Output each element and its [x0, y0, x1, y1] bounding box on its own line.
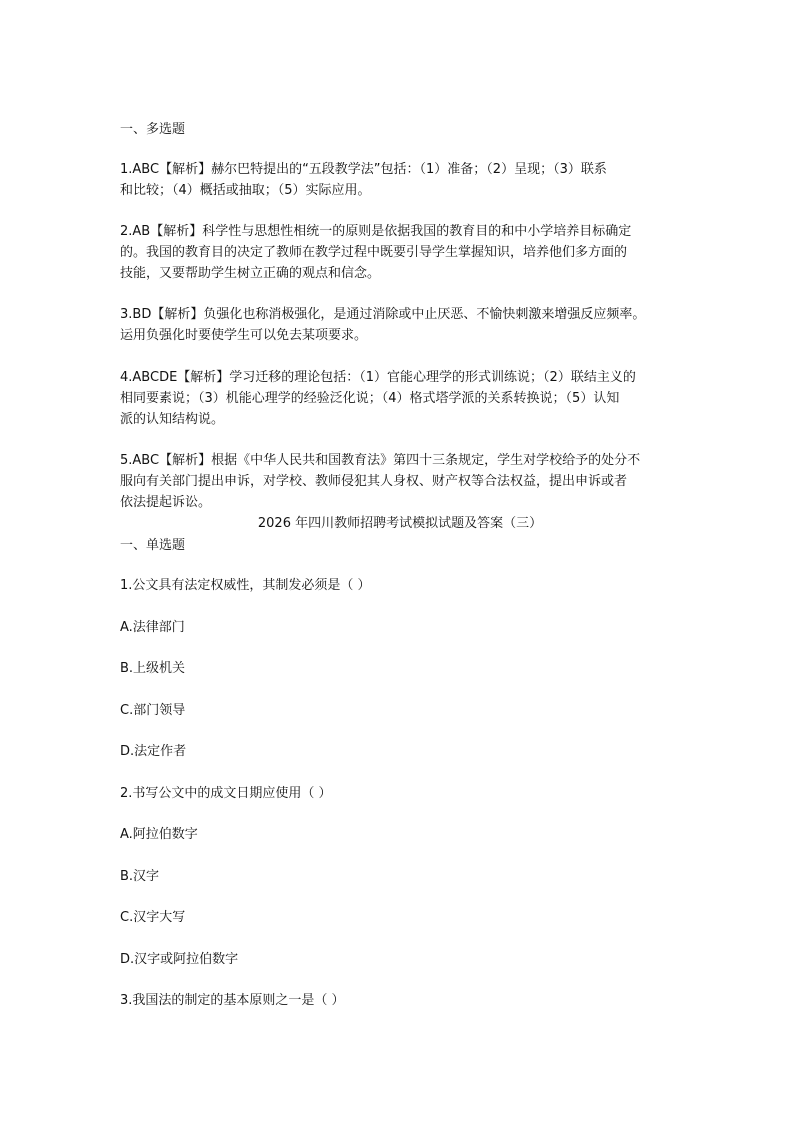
answer-1	[120, 159, 680, 201]
question-1-option-d: D.法定作者	[120, 744, 187, 759]
question-1-stem: 1.公文具有法定权威性，其制发必须是（ ）	[120, 578, 371, 593]
answer-2	[120, 221, 680, 284]
answer-5-line-2: 服向有关部门提出申诉，对学校、教师侵犯其人身权、财产权等合法权益，提出申诉或者	[120, 474, 628, 489]
answer-2-line-2: 的。我国的教育目的决定了教师在教学过程中既要引导学生掌握知识，培养他们多方面的	[120, 245, 628, 260]
answer-3-line-1: 3.BD【解析】负强化也称消极强化，是通过消除或中止厌恶、不愉快刺激来增强反应频率。	[120, 307, 646, 322]
question-3-stem: 3.我国法的制定的基本原则之一是（ ）	[120, 993, 345, 1008]
section-heading-single-choice: 一、单选题	[120, 538, 186, 553]
answer-3	[120, 304, 680, 346]
answer-3-line-2: 运用负强化时要使学生可以免去某项要求。	[120, 328, 368, 343]
answer-5	[120, 450, 680, 513]
question-2-option-b: B.汉字	[120, 869, 160, 884]
answer-5-line-1: 5.ABC【解析】根据《中华人民共和国教育法》第四十三条规定，学生对学校给予的处分不	[120, 453, 641, 468]
answer-4-line-2: 相同要素说；（3）机能心理学的经验泛化说；（4）格式塔学派的关系转换说；（5）认知	[120, 391, 620, 406]
answer-5-line-3: 依法提起诉讼。	[120, 495, 212, 510]
question-2-option-c: C.汉字大写	[120, 910, 186, 925]
question-1-option-a: A.法律部门	[120, 620, 185, 635]
answer-2-line-1: 2.AB【解析】科学性与思想性相统一的原则是依据我国的教育目的和中小学培养目标确定	[120, 224, 632, 239]
question-1-option-b: B.上级机关	[120, 661, 186, 676]
question-1-option-c: C.部门领导	[120, 703, 186, 718]
answer-4	[120, 367, 680, 430]
section-heading-multiple-choice: 一、多选题	[120, 122, 186, 137]
answer-1-line-1: 1.ABC【解析】赫尔巴特提出的“五段教学法”包括：（1）准备；（2）呈现；（3）联系	[120, 162, 607, 177]
answer-1-line-2: 和比较；（4）概括或抽取；（5）实际应用。	[120, 183, 371, 198]
answer-4-line-1: 4.ABCDE【解析】学习迁移的理论包括：（1）官能心理学的形式训练说；（2）联结主义的	[120, 370, 636, 385]
answer-4-line-3: 派的认知结构说。	[120, 412, 225, 427]
question-2-option-d: D.汉字或阿拉伯数字	[120, 952, 239, 967]
question-2-stem: 2.书写公文中的成文日期应使用（ ）	[120, 786, 332, 801]
exam-title: 2026 年四川教师招聘考试模拟试题及答案（三）	[257, 516, 543, 531]
answer-2-line-3: 技能，又要帮助学生树立正确的观点和信念。	[120, 266, 381, 281]
question-2-option-a: A.阿拉伯数字	[120, 827, 198, 842]
